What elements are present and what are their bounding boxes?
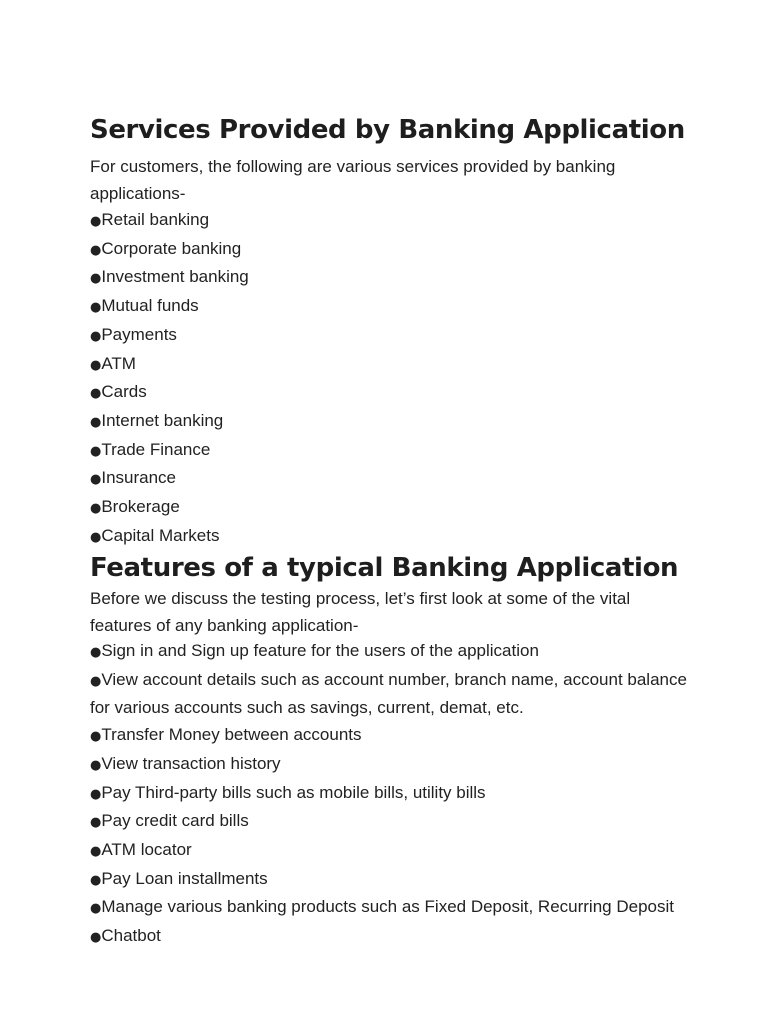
bullet-icon: ● [90, 242, 102, 258]
bullet-icon: ● [90, 472, 102, 488]
bullet-icon: ● [90, 386, 102, 402]
bullet-icon: ● [90, 757, 102, 773]
list-item [90, 523, 690, 552]
list-item [90, 866, 690, 895]
list-item-text: Capital Markets [101, 525, 220, 545]
list-item-text: Investment banking [101, 267, 249, 287]
bullet-icon: ● [90, 357, 102, 373]
list-item-text: Transfer Money between accounts [101, 725, 362, 745]
bullet-icon: ● [90, 815, 102, 831]
services-list [90, 207, 690, 551]
list-item-text: Payments [101, 324, 177, 344]
list-item [90, 808, 690, 837]
features-intro: Before we discuss the testing process, let’s first look at some of the vital features of any banking application- [90, 589, 631, 635]
list-item [90, 667, 690, 722]
bullet-icon: ● [90, 843, 102, 859]
list-item [90, 408, 690, 437]
list-item-text: Retail banking [101, 210, 210, 229]
list-item [90, 751, 690, 780]
list-item [90, 207, 690, 236]
bullet-icon: ● [90, 901, 102, 917]
list-item [90, 494, 690, 523]
list-item [90, 351, 690, 380]
list-item-text: Chatbot [101, 926, 161, 946]
bullet-icon: ● [90, 673, 102, 689]
bullet-icon: ● [90, 872, 102, 888]
list-item-text: Trade Finance [101, 439, 211, 459]
bullet-icon: ● [90, 300, 102, 316]
list-item [90, 322, 690, 351]
list-item-text: Cards [101, 382, 147, 402]
bullet-icon: ● [90, 930, 102, 946]
features-list [90, 638, 690, 952]
list-item-text: Internet banking [101, 410, 224, 430]
list-item [90, 923, 690, 952]
bullet-icon: ● [90, 214, 102, 229]
list-item-text: Corporate banking [101, 238, 242, 258]
list-item [90, 379, 690, 408]
bullet-icon: ● [90, 328, 102, 344]
list-item-text: Brokerage [101, 497, 180, 517]
bullet-icon: ● [90, 271, 102, 287]
list-item-text: View account details such as account number, branch name, account balance for various accounts such as savings, current, demat, etc. [90, 669, 687, 718]
list-item-text: Manage various banking products such as Fixed Deposit, Recurring Deposit [101, 897, 674, 917]
list-item-text: Pay credit card bills [101, 811, 249, 831]
bullet-icon: ● [90, 786, 102, 802]
list-item-text: Insurance [101, 468, 177, 488]
list-item [90, 837, 690, 866]
list-item-text: ATM locator [101, 839, 192, 859]
list-item-text: Pay Loan installments [101, 868, 268, 888]
bullet-icon: ● [90, 645, 102, 660]
list-item-text: ATM [101, 353, 136, 373]
bullet-icon: ● [90, 443, 102, 459]
list-item [90, 264, 690, 293]
list-item [90, 722, 690, 751]
bullet-icon: ● [90, 529, 102, 545]
features-heading: Features of a typical Banking Application [90, 553, 679, 583]
list-item [90, 894, 690, 923]
list-item [90, 236, 690, 265]
list-item [90, 465, 690, 494]
bullet-icon: ● [90, 729, 102, 745]
list-item [90, 293, 690, 322]
bullet-icon: ● [90, 501, 102, 517]
list-item-text: Pay Third-party bills such as mobile bills, utility bills [101, 782, 486, 802]
bullet-icon: ● [90, 414, 102, 430]
list-item-text: Mutual funds [101, 296, 199, 316]
list-item [90, 437, 690, 466]
services-heading: Services Provided by Banking Application [90, 115, 685, 145]
list-item-text: Sign in and Sign up feature for the users of the application [101, 641, 539, 660]
list-item [90, 638, 690, 667]
list-item-text: View transaction history [101, 753, 281, 773]
list-item [90, 780, 690, 809]
services-intro: For customers, the following are various services provided by banking applications- [90, 157, 616, 203]
